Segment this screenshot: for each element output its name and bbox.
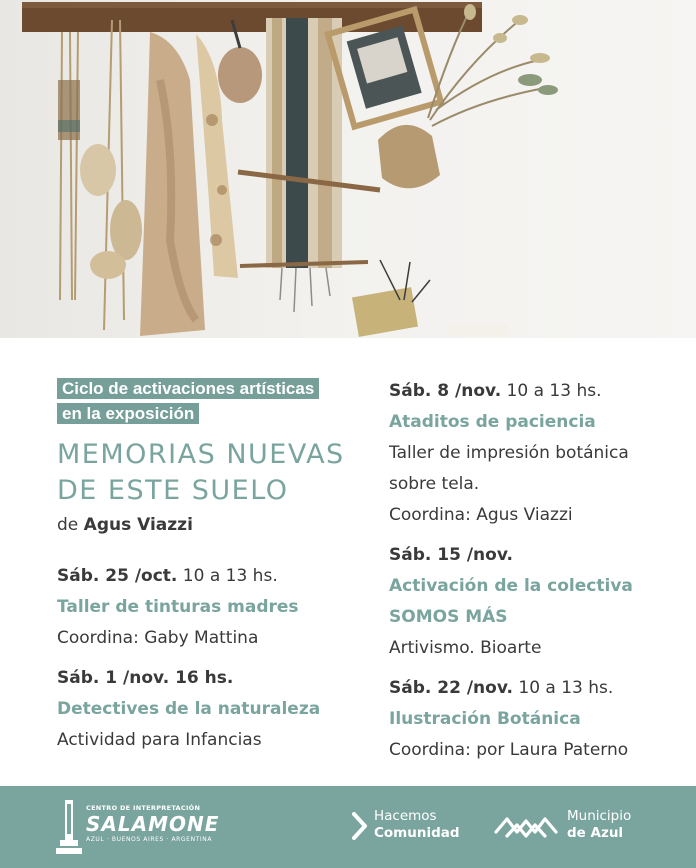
event-date-line (389, 376, 679, 407)
event-date-line (57, 663, 357, 694)
right-column (389, 376, 679, 775)
small-weaving (352, 287, 418, 337)
event-coordinator: Coordina: Agus Viazzi (389, 505, 573, 525)
exhibition-title (57, 437, 357, 509)
fiber-tassel (80, 144, 116, 196)
event-date-line (389, 540, 679, 571)
tower-icon (56, 800, 82, 856)
cycle-tag (57, 376, 357, 426)
event-item (389, 540, 679, 664)
footer-bar (0, 786, 696, 868)
hacemos-line-1: Hacemos (374, 808, 437, 824)
event-date: Sáb. 8 /nov. (389, 381, 502, 401)
event-item (389, 673, 679, 766)
salamone-logo (56, 800, 226, 856)
event-time: 10 a 13 hs. (512, 678, 614, 698)
event-time: 10 a 13 hs. (177, 566, 278, 586)
municipio-line-2: de Azul (567, 825, 624, 841)
program-content (0, 338, 696, 786)
event-title: Ataditos de paciencia (389, 412, 596, 432)
event-item (389, 376, 679, 531)
municipio-line-1: Municipio (567, 808, 632, 824)
event-date: Sáb. 15 /nov. (389, 545, 513, 565)
salamone-subtitle: CENTRO DE INTERPRETACIÓN (86, 804, 201, 812)
event-title: SOMOS MÁS (389, 607, 508, 627)
exhibition-title-line-1: MEMORIAS NUEVAS (57, 439, 345, 470)
artist-byline (57, 515, 357, 535)
left-column (57, 376, 357, 765)
event-title: Detectives de la naturaleza (57, 699, 321, 719)
event-description: Artivismo. Bioarte (389, 638, 542, 658)
event-item (57, 663, 357, 756)
woven-basket (378, 125, 440, 188)
municipio-mark-icon (493, 812, 559, 840)
event-date: Sáb. 22 /nov. (389, 678, 513, 698)
event-date: Sáb. 25 /oct. (57, 566, 178, 586)
weaving-fringe (280, 268, 330, 312)
event-title: Ilustración Botánica (389, 709, 581, 729)
event-description: sobre tela. (389, 474, 480, 494)
artist-name: Agus Viazzi (83, 515, 193, 535)
chevron-right-icon (352, 812, 368, 840)
event-item (57, 561, 357, 654)
cycle-line-2: en la exposición (57, 403, 199, 424)
municipio-azul-logo (493, 806, 653, 850)
event-date: Sáb. 1 /nov. 16 hs. (57, 668, 234, 688)
event-title: Activación de la colectiva (389, 576, 633, 596)
event-date-line (57, 561, 357, 592)
byline-prefix: de (57, 515, 79, 535)
exhibition-photo (0, 0, 696, 338)
exhibition-title-line-2: DE ESTE SUELO (57, 475, 289, 506)
event-description: Actividad para Infancias (57, 730, 262, 750)
cycle-line-1: Ciclo de activaciones artísticas (57, 378, 319, 399)
textile-artworks-illustration (0, 0, 696, 338)
event-description: Coordina: por Laura Paterno (389, 740, 629, 760)
event-time: 10 a 13 hs. (501, 381, 602, 401)
event-description: Taller de impresión botánica (389, 443, 629, 463)
salamone-name: SALAMONE (86, 812, 220, 836)
hacemos-comunidad-logo (352, 806, 472, 850)
event-description: Coordina: Gaby Mattina (57, 628, 259, 648)
woven-pouch (218, 47, 262, 103)
event-date-line (389, 673, 679, 704)
salamone-location: AZUL · BUENOS AIRES · ARGENTINA (86, 836, 213, 843)
event-title: Taller de tinturas madres (57, 597, 299, 617)
hacemos-line-2: Comunidad (374, 825, 460, 841)
